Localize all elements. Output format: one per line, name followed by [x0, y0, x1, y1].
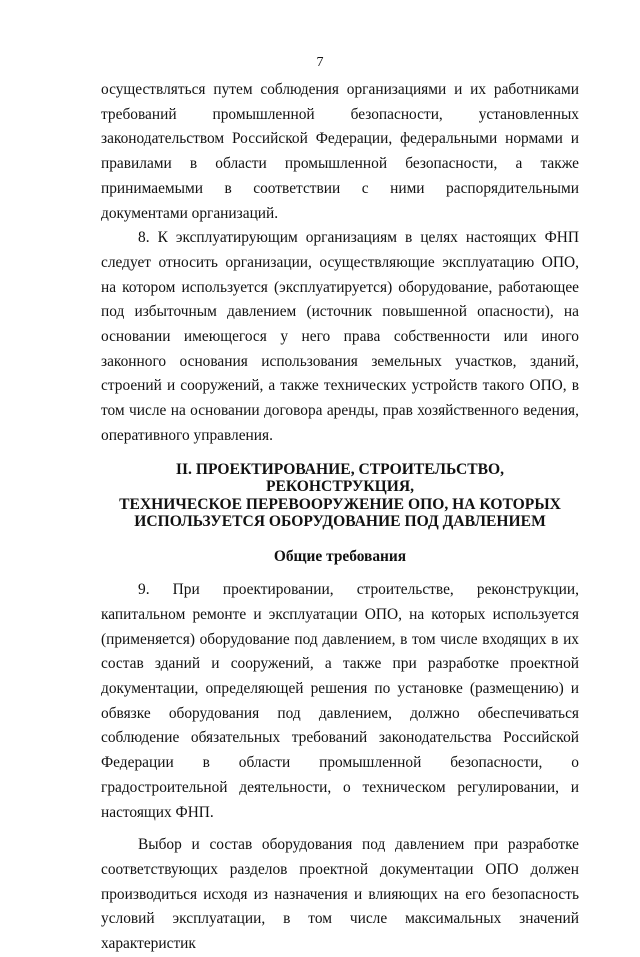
page-number: 7 [316, 55, 324, 70]
paragraph-continuation: осуществляться путем соблюдения организациями и их работниками требований промышленной безопасности, установленных законодательством Российской Федерации, федеральными нормами и правилами в области промышленной безопасности, а также принимаемыми в соответствии с ними распорядительными документами организаций. [101, 81, 579, 222]
paragraph-8: 8. К эксплуатирующим организациям в целях настоящих ФНП следует относить организации, осуществляющие эксплуатацию ОПО, на котором используется (эксплуатируется) оборудование, работающее под избыточным давлением (источник повышенной опасности), на основании имеющегося у него права собственности или иного законного основания использования земельных участков, зданий, строений и сооружений, а также технических устройств такого ОПО, в том числе на основании договора аренды, прав хозяйственного ведения, оперативного управления. [101, 229, 579, 444]
section-heading-line-3: ИСПОЛЬЗУЕТСЯ ОБОРУДОВАНИЕ ПОД ДАВЛЕНИЕМ [134, 513, 546, 531]
document-body [101, 78, 579, 957]
paragraph-9: 9. При проектировании, строительстве, реконструкции, капитальном ремонте и эксплуатации ОПО, на которых используется (применяется) оборудование под давлением, в том числе входящих в их состав зданий и сооружений, а также при разработке проектной документации, определяющей решения по установке (размещению) и обвязке оборудования под давлением, должно обеспечиваться соблюдение обязательных требований законодательства Российской Федерации в области промышленной безопасности, о градостроительной деятельности, о техническом регулировании, и настоящих ФНП. [101, 581, 579, 821]
section-heading [101, 461, 579, 531]
section-heading-line-1: II. ПРОЕКТИРОВАНИЕ, СТРОИТЕЛЬСТВО, РЕКОНСТРУКЦИЯ, [175, 460, 505, 496]
section-heading-line-2: ТЕХНИЧЕСКОЕ ПЕРЕВООРУЖЕНИЕ ОПО, НА КОТОРЫХ [119, 495, 561, 513]
subheading-general-requirements: Общие требования [273, 547, 407, 565]
paragraph-equipment-selection: Выбор и состав оборудования под давлением при разработке соответствующих разделов проектной документации ОПО должен производиться исходя из назначения и влияющих на его безопасность условий эксплуатации, в том числе максимальных значений характеристик [101, 836, 579, 953]
